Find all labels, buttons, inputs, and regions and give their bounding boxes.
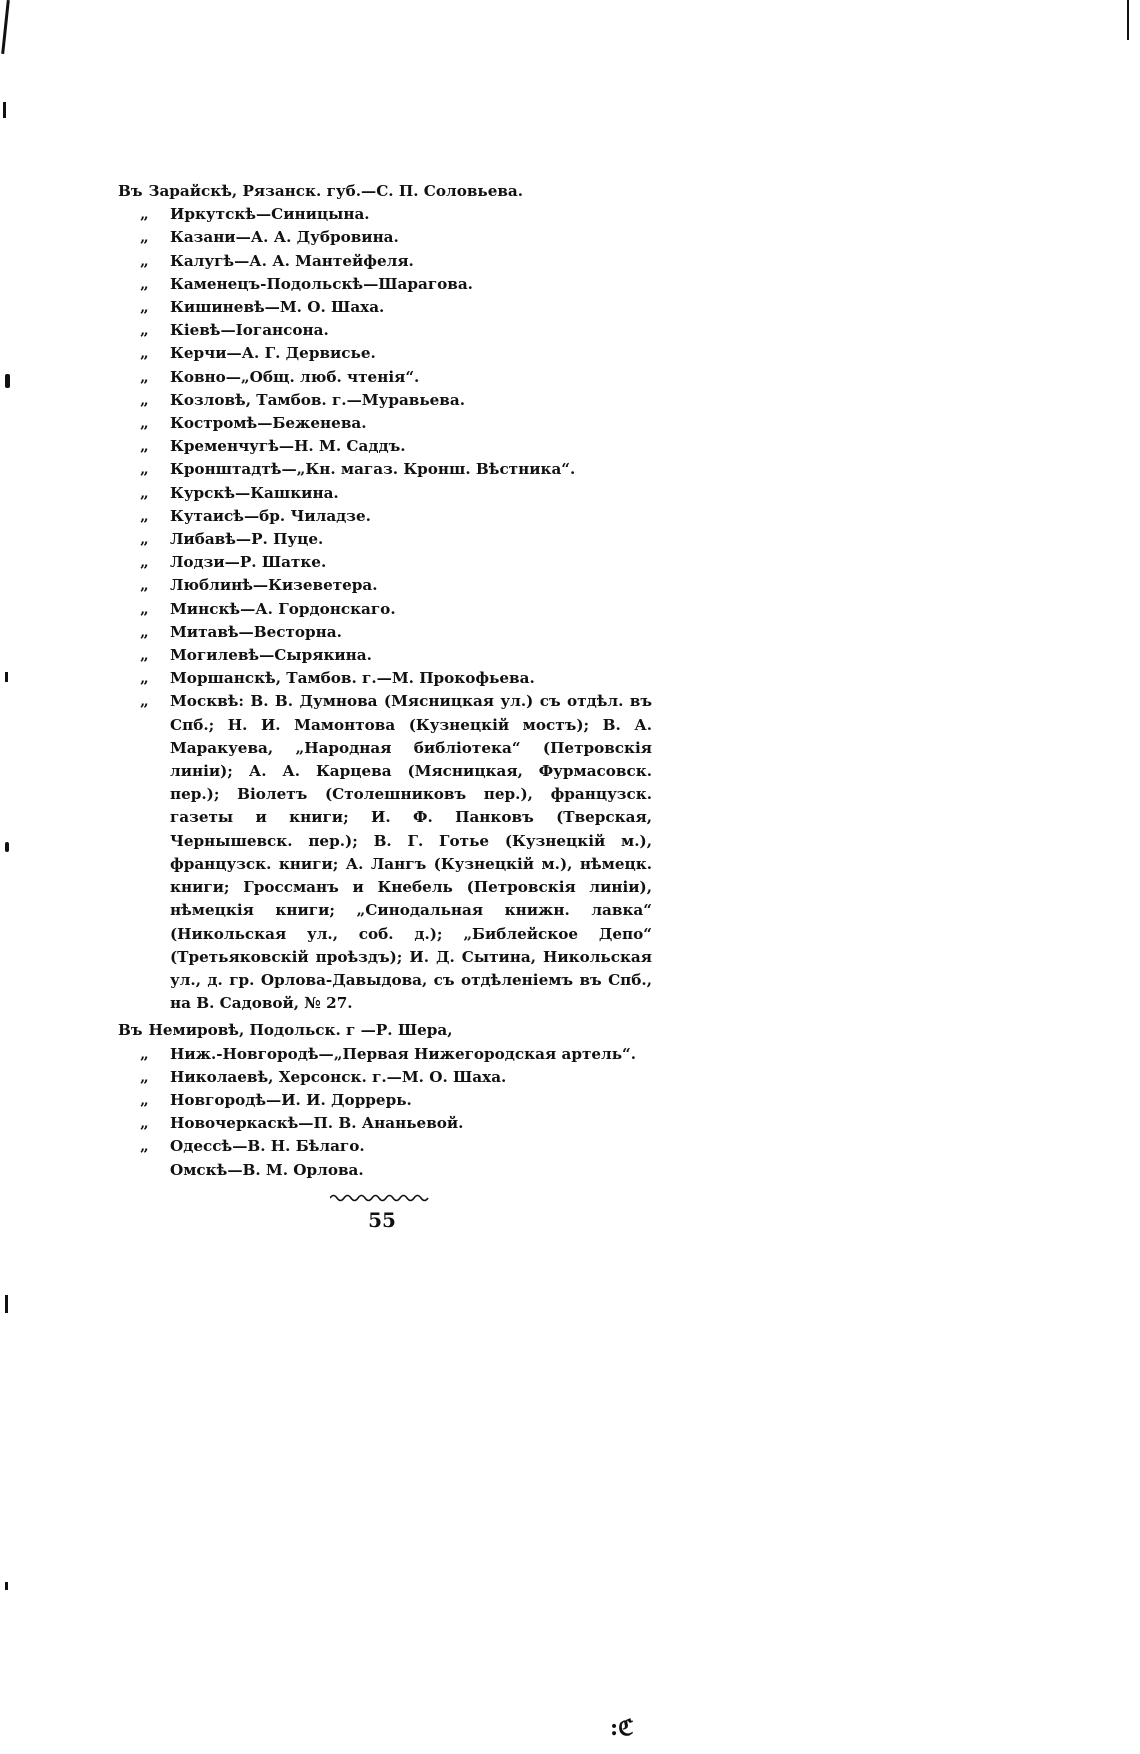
list-item bbox=[132, 1043, 652, 1066]
list-item bbox=[132, 667, 652, 690]
ditto-mark: „ bbox=[140, 228, 149, 247]
list-item bbox=[132, 598, 652, 621]
list-item bbox=[132, 1135, 652, 1158]
ditto-mark: „ bbox=[140, 1044, 149, 1063]
scan-edge-mark bbox=[1127, 0, 1129, 40]
list-item bbox=[132, 458, 652, 481]
entry-text: Одессѣ—В. Н. Бѣлаго. bbox=[170, 1137, 365, 1156]
entry-text: Немировѣ, Подольск. г —Р. Шера, bbox=[148, 1021, 453, 1040]
list-item bbox=[132, 1159, 652, 1182]
page-number: 55 bbox=[368, 1208, 396, 1232]
entry-text: Кишиневѣ—М. О. Шаха. bbox=[170, 298, 385, 317]
entry-text: Каменецъ-Подольскѣ—Шарагова. bbox=[170, 274, 473, 293]
ditto-mark: „ bbox=[140, 1137, 149, 1156]
ditto-mark: „ bbox=[140, 274, 149, 293]
ditto-mark: „ bbox=[140, 205, 149, 224]
footer-marks: :ℭ bbox=[610, 1715, 634, 1741]
entry-text: Иркутскѣ—Синицына. bbox=[170, 205, 370, 224]
list-item bbox=[132, 505, 652, 528]
wave-ornament bbox=[330, 1193, 430, 1203]
list-item bbox=[132, 273, 652, 296]
ditto-mark: „ bbox=[140, 483, 149, 502]
ditto-mark: „ bbox=[140, 669, 149, 688]
list-item bbox=[132, 574, 652, 597]
list-item bbox=[132, 644, 652, 667]
entry-list-bottom bbox=[118, 1019, 652, 1181]
entry-text: Казани—А. А. Дубровина. bbox=[170, 228, 399, 247]
list-item bbox=[132, 412, 652, 435]
entry-text: Кременчугѣ—Н. М. Саддъ. bbox=[170, 437, 406, 456]
ditto-mark: „ bbox=[140, 553, 149, 572]
list-item bbox=[132, 203, 652, 226]
scan-edge-mark bbox=[5, 672, 8, 682]
ditto-mark: „ bbox=[140, 1114, 149, 1133]
ditto-mark: „ bbox=[140, 576, 149, 595]
ditto-mark: „ bbox=[140, 390, 149, 409]
entry-text: Курскѣ—Кашкина. bbox=[170, 483, 339, 502]
entry-text: Омскѣ—В. М. Орлова. bbox=[170, 1160, 364, 1179]
bookseller-listing bbox=[118, 180, 652, 1182]
entry-text: Ниж.-Новгородѣ—„Первая Нижегородская артель“. bbox=[170, 1044, 637, 1063]
entry-text: Люблинѣ—Кизеветера. bbox=[170, 576, 378, 595]
entry-text: Новгородѣ—И. И. Доррерь. bbox=[170, 1090, 412, 1109]
list-item bbox=[132, 319, 652, 342]
scan-edge-mark bbox=[5, 374, 10, 388]
ditto-mark: „ bbox=[140, 321, 149, 340]
entry-text: Кіевѣ—Іогансона. bbox=[170, 321, 329, 340]
ditto-mark: „ bbox=[140, 251, 149, 270]
entry-prefix: Въ bbox=[118, 182, 143, 200]
ditto-mark: „ bbox=[140, 367, 149, 386]
list-item bbox=[132, 1089, 652, 1112]
entry-text: Новочеркаскѣ—П. В. Ананьевой. bbox=[170, 1114, 464, 1133]
ditto-mark: „ bbox=[140, 599, 149, 618]
entry-text: Либавѣ—Р. Пуце. bbox=[170, 530, 324, 549]
list-item bbox=[132, 296, 652, 319]
list-item bbox=[132, 482, 652, 505]
ditto-mark: „ bbox=[140, 460, 149, 479]
moscow-entry bbox=[132, 690, 652, 1015]
entry-text: Митавѣ—Весторна. bbox=[170, 622, 342, 641]
list-item bbox=[132, 1066, 652, 1089]
entry-text: Моршанскѣ, Тамбов. г.—М. Прокофьева. bbox=[170, 669, 535, 688]
list-item bbox=[132, 366, 652, 389]
scan-edge-mark bbox=[1, 0, 10, 54]
entry-text: Зарайскѣ, Рязанск. губ.—С. П. Соловьева. bbox=[148, 182, 524, 200]
ditto-mark: „ bbox=[140, 1090, 149, 1109]
ditto-mark: „ bbox=[140, 622, 149, 641]
list-item bbox=[132, 1112, 652, 1135]
entry-text: Кронштадтѣ—„Кн. магаз. Кронш. Вѣстника“. bbox=[170, 460, 576, 479]
list-item bbox=[132, 342, 652, 365]
list-item bbox=[132, 528, 652, 551]
ditto-mark: „ bbox=[140, 344, 149, 363]
ditto-mark: „ bbox=[140, 646, 149, 665]
entry-text: Козловѣ, Тамбов. г.—Муравьева. bbox=[170, 390, 465, 409]
ditto-mark: „ bbox=[140, 530, 149, 549]
scan-edge-mark bbox=[5, 1582, 8, 1590]
moscow-entry-text: Москвѣ: В. В. Думнова (Мясницкая ул.) съ отдѣл. въ Спб.; Н. И. Мамонтова (Кузнецкій мостъ); В. А. Маракуева, „Народная библіотека“ (Петровскія линіи); А. А. Карцева (Мясницкая, Фурмасовск. пер.); Віолетъ (Столешниковъ пер.), французск. газеты и книги; И. Ф. Панковъ (Тверская, Чернышевск. пер.); В. Г. Готье (Кузнецкій м.), французск. книги; А. Лангъ (Кузнецкій м.), нѣмецк. книги; Гроссманъ и Кнебель (Петровскія линіи), нѣмецкія книги; „Синодальная книжн. лавка“ (Никольская ул., соб. д.); „Библейское Депо“ (Третьяковскій проѣздъ); И. Д. Сытина, Никольская ул., д. гр. Орлова-Давыдова, съ отдѣленіемъ въ Спб., на В. Садовой, № 27. bbox=[170, 692, 652, 1013]
entry-text: Керчи—А. Г. Дервисье. bbox=[170, 344, 376, 363]
entry-text: Костромѣ—Беженева. bbox=[170, 414, 367, 433]
ditto-mark: „ bbox=[140, 692, 149, 711]
entry-text: Кутаисѣ—бр. Чиладзе. bbox=[170, 506, 371, 525]
list-item bbox=[132, 621, 652, 644]
entry-text: Николаевѣ, Херсонск. г.—М. О. Шаха. bbox=[170, 1067, 507, 1086]
ditto-mark: „ bbox=[140, 437, 149, 456]
list-item bbox=[118, 180, 652, 203]
list-item bbox=[118, 1019, 652, 1042]
entry-text: Могилевѣ—Сырякина. bbox=[170, 646, 372, 665]
entry-text: Ковно—„Общ. люб. чтенія“. bbox=[170, 367, 420, 386]
entry-prefix: Въ bbox=[118, 1021, 143, 1040]
list-item bbox=[132, 226, 652, 249]
ditto-mark: „ bbox=[140, 506, 149, 525]
list-item bbox=[132, 389, 652, 412]
entry-text: Калугѣ—А. А. Мантейфеля. bbox=[170, 251, 414, 270]
entry-text: Минскѣ—А. Гордонскаго. bbox=[170, 599, 396, 618]
scan-edge-mark bbox=[3, 102, 6, 118]
ditto-mark: „ bbox=[140, 1067, 149, 1086]
list-item bbox=[132, 250, 652, 273]
scan-edge-mark bbox=[5, 842, 9, 852]
scan-edge-mark bbox=[5, 1295, 8, 1313]
list-item bbox=[132, 551, 652, 574]
ditto-mark: „ bbox=[140, 414, 149, 433]
list-item bbox=[132, 435, 652, 458]
entry-text: Лодзи—Р. Шатке. bbox=[170, 553, 327, 572]
ditto-mark: „ bbox=[140, 298, 149, 317]
entry-list-top bbox=[118, 180, 652, 690]
